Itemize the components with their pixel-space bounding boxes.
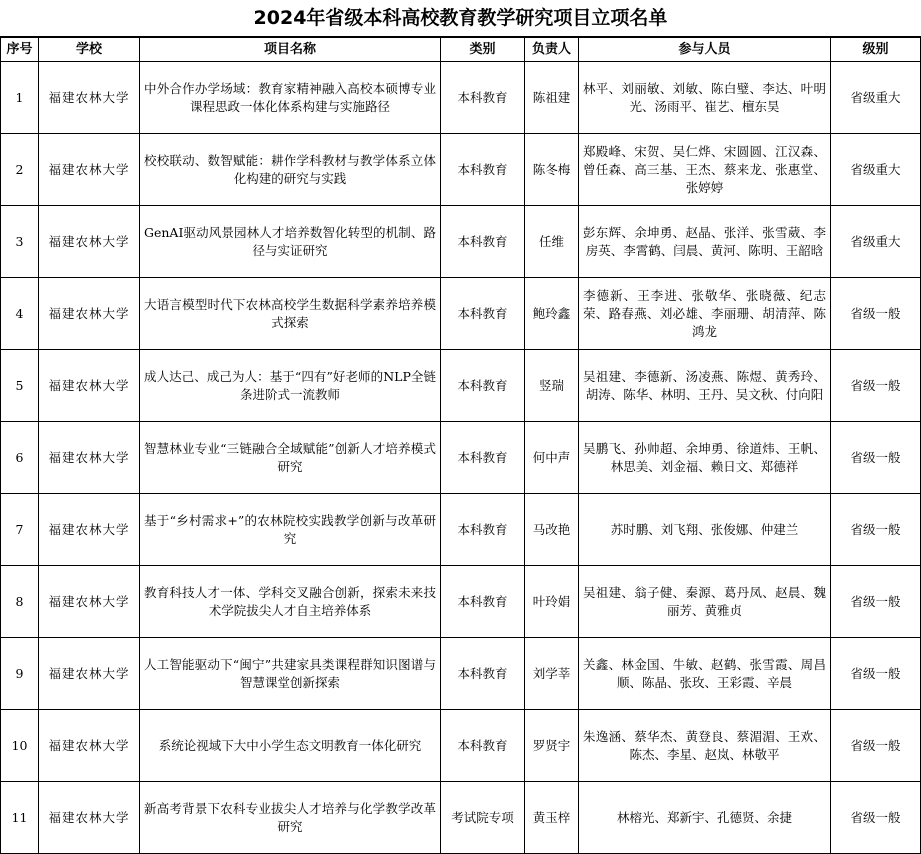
project-text: 教育科技人才一体、学科交叉融合创新，探索未来技术学院拔尖人才自主培养体系: [144, 584, 436, 618]
cell-level: 省级一般: [831, 422, 921, 494]
table-header-row: [1, 38, 921, 62]
members-text: 苏时鹏、刘飞翔、张俊娜、仲建兰: [610, 521, 799, 537]
cell-level: 省级一般: [831, 494, 921, 566]
cell-project: [140, 278, 441, 350]
header-category: 类别: [441, 38, 525, 62]
cell-level: 省级一般: [831, 350, 921, 422]
header-project: 项目名称: [140, 38, 441, 62]
table-row: [1, 638, 921, 710]
cell-category: 本科教育: [441, 422, 525, 494]
members-text: 关鑫、林金国、牛敏、赵鹤、张雪霞、周昌顺、陈晶、张玫、王彩霞、辛晨: [583, 656, 826, 690]
members-text: 李德新、王李进、张敬华、张晓薇、纪志荣、路春燕、刘必雄、李丽珊、胡清萍、陈鸿龙: [583, 287, 826, 339]
header-leader: 负责人: [525, 38, 579, 62]
page-title: 2024年省级本科高校教育教学研究项目立项名单: [0, 0, 921, 37]
cell-members: [579, 638, 831, 710]
cell-category: 本科教育: [441, 638, 525, 710]
cell-project: [140, 62, 441, 134]
cell-members: [579, 206, 831, 278]
members-text: 吴鹏飞、孙帅超、余坤勇、徐道炜、王帆、林思美、刘金福、赖日文、郑德祥: [583, 440, 826, 474]
cell-school: 福建农林大学: [39, 422, 140, 494]
cell-leader: 何中声: [525, 422, 579, 494]
cell-leader: 鲍玲鑫: [525, 278, 579, 350]
project-table: [0, 37, 921, 854]
cell-no: 5: [1, 350, 39, 422]
cell-level: 省级一般: [831, 638, 921, 710]
project-text: 校校联动、数智赋能：耕作学科教材与教学体系立体化构建的研究与实践: [144, 152, 436, 186]
cell-category: 考试院专项: [441, 782, 525, 854]
cell-members: [579, 62, 831, 134]
header-level: 级别: [831, 38, 921, 62]
cell-leader: 陈冬梅: [525, 134, 579, 206]
cell-category: 本科教育: [441, 206, 525, 278]
cell-leader: 竖瑞: [525, 350, 579, 422]
cell-project: [140, 566, 441, 638]
cell-no: 11: [1, 782, 39, 854]
table-row: [1, 422, 921, 494]
cell-level: 省级一般: [831, 278, 921, 350]
cell-project: [140, 350, 441, 422]
table-row: [1, 566, 921, 638]
cell-members: [579, 350, 831, 422]
project-text: 成人达己、成己为人：基于“四有”好老师的NLP全链条进阶式一流教师: [144, 368, 436, 402]
cell-members: [579, 566, 831, 638]
cell-project: [140, 710, 441, 782]
cell-project: [140, 206, 441, 278]
cell-members: [579, 710, 831, 782]
cell-leader: 任维: [525, 206, 579, 278]
cell-school: 福建农林大学: [39, 494, 140, 566]
cell-members: [579, 782, 831, 854]
cell-no: 9: [1, 638, 39, 710]
project-text: 中外合作办学场域：教育家精神融入高校本硕博专业课程思政一体化体系构建与实施路径: [144, 80, 436, 114]
members-text: 彭东辉、余坤勇、赵晶、张洋、张雪葳、李房英、李霄鹤、闫晨、黄河、陈明、王韶晗: [583, 224, 826, 258]
table-row: [1, 494, 921, 566]
project-text: 大语言模型时代下农林高校学生数据科学素养培养模式探索: [144, 296, 436, 330]
cell-category: 本科教育: [441, 494, 525, 566]
cell-school: 福建农林大学: [39, 62, 140, 134]
cell-leader: 马改艳: [525, 494, 579, 566]
cell-category: 本科教育: [441, 278, 525, 350]
table-row: [1, 62, 921, 134]
cell-no: 4: [1, 278, 39, 350]
cell-category: 本科教育: [441, 134, 525, 206]
cell-leader: 陈祖建: [525, 62, 579, 134]
project-text: 系统论视域下大中小学生态文明教育一体化研究: [158, 737, 422, 753]
cell-category: 本科教育: [441, 566, 525, 638]
cell-school: 福建农林大学: [39, 206, 140, 278]
cell-project: [140, 638, 441, 710]
table-row: [1, 350, 921, 422]
members-text: 吴祖建、翁子健、秦源、葛丹凤、赵晨、魏丽芳、黄雅贞: [583, 584, 826, 618]
cell-level: 省级重大: [831, 134, 921, 206]
members-text: 林榕光、郑新宇、孔德贤、余捷: [616, 809, 792, 825]
cell-members: [579, 494, 831, 566]
cell-leader: 刘学莘: [525, 638, 579, 710]
cell-school: 福建农林大学: [39, 638, 140, 710]
cell-no: 8: [1, 566, 39, 638]
project-text: GenAI驱动风景园林人才培养数智化转型的机制、路径与实证研究: [144, 224, 436, 258]
cell-no: 7: [1, 494, 39, 566]
cell-category: 本科教育: [441, 710, 525, 782]
cell-no: 6: [1, 422, 39, 494]
cell-members: [579, 422, 831, 494]
cell-level: 省级一般: [831, 710, 921, 782]
project-text: 人工智能驱动下“闽宁”共建家具类课程群知识图谱与智慧课堂创新探索: [144, 656, 436, 690]
cell-category: 本科教育: [441, 350, 525, 422]
cell-no: 2: [1, 134, 39, 206]
cell-school: 福建农林大学: [39, 710, 140, 782]
header-members: 参与人员: [579, 38, 831, 62]
cell-project: [140, 134, 441, 206]
cell-school: 福建农林大学: [39, 566, 140, 638]
header-school: 学校: [39, 38, 140, 62]
cell-members: [579, 134, 831, 206]
members-text: 林平、刘丽敏、刘敏、陈白璧、李达、叶明光、汤雨平、崔艺、檀东昊: [583, 80, 826, 114]
cell-level: 省级重大: [831, 206, 921, 278]
cell-school: 福建农林大学: [39, 350, 140, 422]
cell-members: [579, 278, 831, 350]
table-body: [1, 62, 921, 854]
cell-level: 省级一般: [831, 782, 921, 854]
cell-leader: 黄玉梓: [525, 782, 579, 854]
table-row: [1, 710, 921, 782]
cell-no: 10: [1, 710, 39, 782]
members-text: 朱逸涵、蔡华杰、黄登良、蔡湄湄、王欢、陈杰、李星、赵岚、林敬平: [583, 728, 826, 762]
cell-school: 福建农林大学: [39, 278, 140, 350]
cell-project: [140, 494, 441, 566]
cell-leader: 叶玲娟: [525, 566, 579, 638]
members-text: 吴祖建、李德新、汤凌燕、陈煜、黄秀玲、胡涛、陈华、林明、王丹、吴文秋、付向阳: [583, 368, 826, 402]
project-text: 基于“乡村需求+”的农林院校实践教学创新与改革研究: [144, 512, 436, 546]
cell-no: 3: [1, 206, 39, 278]
cell-level: 省级一般: [831, 566, 921, 638]
cell-school: 福建农林大学: [39, 134, 140, 206]
cell-level: 省级重大: [831, 62, 921, 134]
project-text: 新高考背景下农科专业拔尖人才培养与化学教学改革研究: [144, 800, 436, 834]
cell-no: 1: [1, 62, 39, 134]
table-row: [1, 206, 921, 278]
cell-project: [140, 782, 441, 854]
cell-category: 本科教育: [441, 62, 525, 134]
header-no: 序号: [1, 38, 39, 62]
project-text: 智慧林业专业“三链融合全域赋能”创新人才培养模式研究: [144, 440, 436, 474]
table-row: [1, 278, 921, 350]
cell-project: [140, 422, 441, 494]
members-text: 郑殿峰、宋贺、吴仁烨、宋圆圆、江汉森、曾任森、高三基、王杰、蔡来龙、张惠堂、张婷婷: [583, 143, 826, 195]
cell-school: 福建农林大学: [39, 782, 140, 854]
table-row: [1, 134, 921, 206]
table-row: [1, 782, 921, 854]
cell-leader: 罗贤宇: [525, 710, 579, 782]
